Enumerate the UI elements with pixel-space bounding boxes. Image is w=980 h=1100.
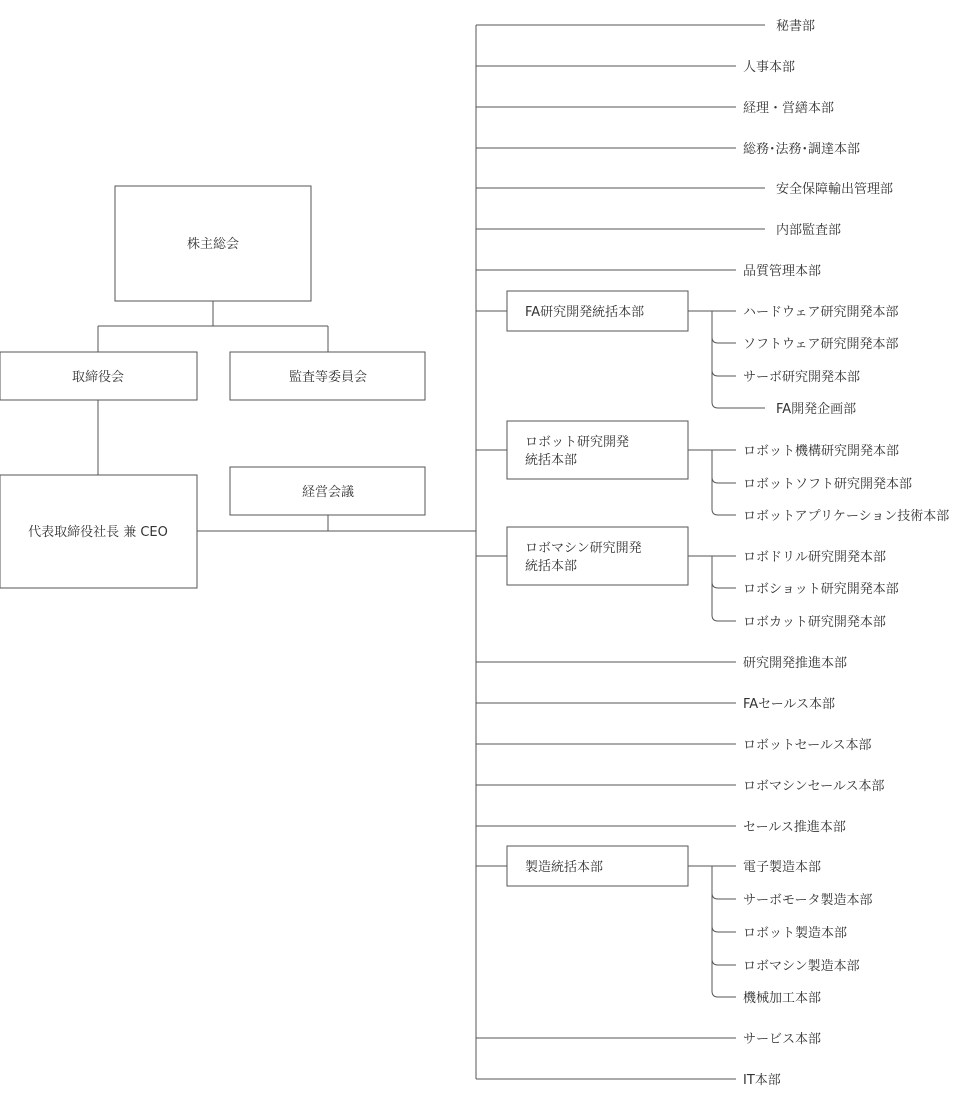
dept-robot-sales: ロボットセールス本部	[743, 738, 872, 753]
dept-fa-sales: FAセールス本部	[743, 697, 836, 712]
dept-service: サービス本部	[743, 1032, 822, 1047]
robomachine-rd-hq-label-1: ロボマシン研究開発	[525, 541, 642, 556]
robomachine-sub-item: ロボカット研究開発本部	[743, 615, 886, 630]
dept-quality: 品質管理本部	[743, 264, 822, 279]
shareholders-label: 株主総会	[186, 237, 240, 252]
mgmt-meeting-box	[230, 467, 425, 515]
robomachine-rd-hq-box	[507, 527, 688, 585]
department-labels	[743, 19, 949, 1088]
dept-general-affairs: 総務･法務･調達本部	[743, 142, 861, 157]
audit-committee-label: 監査等委員会	[288, 370, 368, 385]
dept-internal-audit: 内部監査部	[776, 223, 842, 238]
audit-committee-box	[230, 352, 425, 400]
robomachine-rd-hq-label-2: 統括本部	[525, 559, 578, 574]
ceo-label: 代表取締役社長 兼 CEO	[28, 525, 168, 540]
fa-rd-hq-box	[507, 291, 688, 331]
dept-security-export: 安全保障輸出管理部	[776, 182, 894, 197]
robomachine-sub-item: ロボドリル研究開発本部	[743, 550, 887, 565]
fa-rd-hq-label: FA研究開発統括本部	[525, 305, 645, 320]
manufacturing-sub-item: 機械加工本部	[743, 991, 822, 1006]
robot-rd-hq-label-1: ロボット研究開発	[525, 435, 630, 450]
manufacturing-sub-item: サーボモータ製造本部	[743, 893, 873, 908]
mgmt-meeting-label: 経営会議	[301, 485, 355, 500]
robot-rd-hq-label-2: 統括本部	[525, 453, 578, 468]
dept-robomachine-sales: ロボマシンセールス本部	[743, 779, 885, 794]
robot-rd-hq-box	[507, 421, 688, 479]
dept-hr: 人事本部	[743, 60, 796, 75]
shareholders-box	[115, 186, 311, 301]
robot-sub-item: ロボット機構研究開発本部	[743, 444, 900, 459]
dept-secretary: 秘書部	[776, 19, 816, 34]
manufacturing-hq-box	[507, 846, 688, 886]
board-box	[0, 352, 197, 400]
board-label: 取締役会	[71, 370, 125, 385]
manufacturing-sub-item: ロボマシン製造本部	[743, 959, 860, 974]
dept-accounting: 経理・営繕本部	[743, 101, 835, 116]
robot-sub-item: ロボットソフト研究開発本部	[743, 477, 913, 492]
robomachine-sub-item: ロボショット研究開発本部	[743, 582, 899, 597]
robot-sub-item: ロボットアプリケーション技術本部	[743, 509, 950, 524]
dept-sales-promotion: セールス推進本部	[743, 820, 846, 835]
dept-rd-promotion: 研究開発推進本部	[743, 656, 848, 671]
dept-it: IT本部	[743, 1073, 781, 1088]
manufacturing-hq-label: 製造統括本部	[525, 860, 604, 875]
fa-sub-item: ソフトウェア研究開発本部	[743, 337, 899, 352]
ceo-box	[0, 475, 197, 588]
manufacturing-sub-item: ロボット製造本部	[743, 926, 848, 941]
fa-sub-item: ハードウェア研究開発本部	[743, 305, 899, 320]
manufacturing-sub-item: 電子製造本部	[743, 860, 822, 875]
fa-sub-item: FA開発企画部	[776, 402, 857, 417]
fa-sub-item: サーボ研究開発本部	[743, 370, 861, 385]
